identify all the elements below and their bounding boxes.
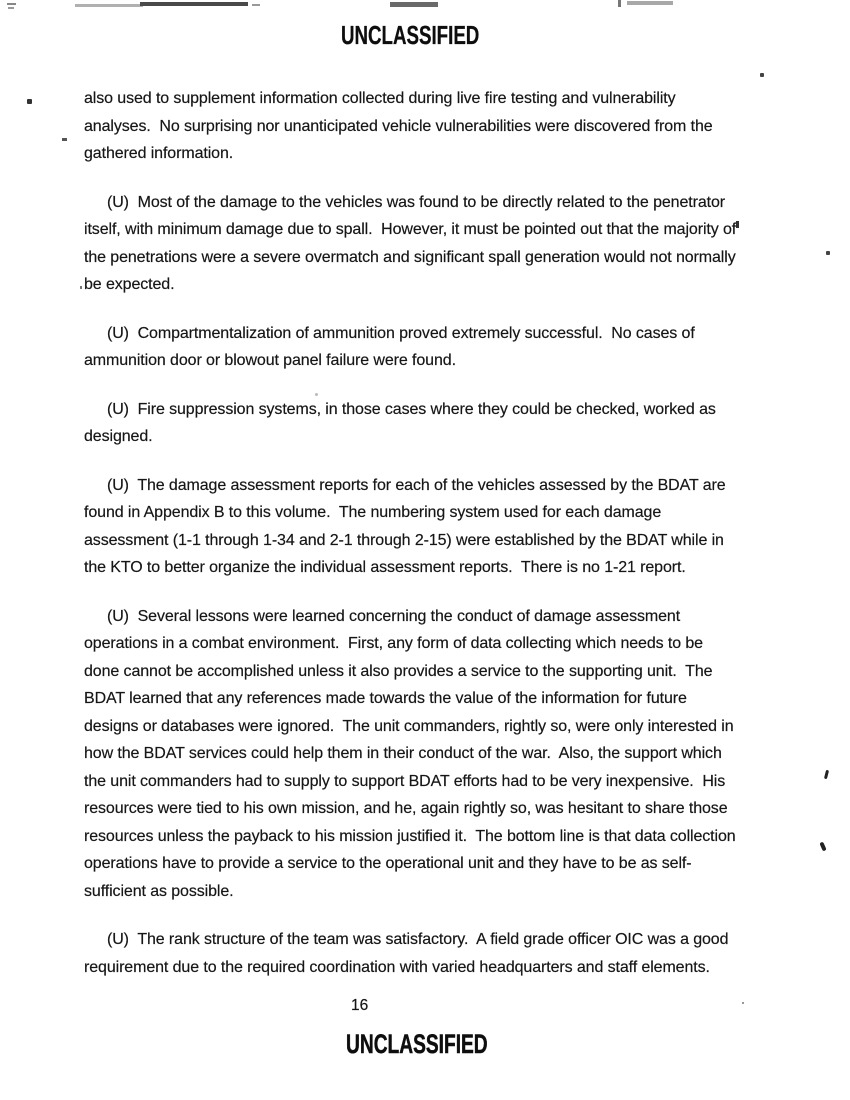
text-line: (U) Most of the damage to the vehicles was found to be directly related to the penetrator bbox=[107, 193, 726, 211]
scan-smudge bbox=[140, 2, 248, 6]
scan-smudge bbox=[7, 3, 16, 5]
scan-speck bbox=[27, 99, 32, 104]
text-line: BDAT learned that any references made towards the value of the information for future bbox=[84, 690, 687, 707]
text-line: resources unless the payback to his mission justified it. The bottom line is that data collection bbox=[84, 827, 736, 845]
classification-footer: UNCLASSIFIED bbox=[346, 1029, 488, 1059]
scan-speck bbox=[824, 770, 829, 779]
text-line: also used to supplement information collected during live fire testing and vulnerability bbox=[84, 90, 676, 107]
page-number: 16 bbox=[351, 997, 369, 1014]
text-line: the unit commanders had to supply to support BDAT efforts had to be very inexpensive. His bbox=[84, 772, 726, 790]
scan-smudge bbox=[618, 0, 621, 7]
text-line: operations have to provide a service to the operational unit and they have to be as self- bbox=[84, 855, 692, 872]
text-line: ammunition door or blowout panel failure were found. bbox=[84, 352, 456, 369]
scan-smudge bbox=[252, 4, 260, 6]
scan-smudge bbox=[8, 7, 14, 9]
text-line: how the BDAT services could help them in their conduct of the war. Also, the support which bbox=[84, 745, 722, 762]
paragraph bbox=[84, 396, 804, 451]
text-line: assessment (1-1 through 1-34 and 2-1 through 2-15) were established by the BDAT while in bbox=[84, 531, 724, 549]
text-line: gathered information. bbox=[84, 145, 234, 162]
paragraph bbox=[84, 189, 804, 299]
text-line: the penetrations were a severe overmatch and significant spall generation would not normally bbox=[84, 248, 736, 266]
text-line: done cannot be accomplished unless it also provides a service to the supporting unit. The bbox=[84, 662, 713, 680]
scan-speck bbox=[826, 251, 830, 255]
paragraph bbox=[84, 85, 804, 168]
text-line: found in Appendix B to this volume. The numbering system used for each damage bbox=[84, 504, 662, 521]
scan-smudge bbox=[390, 2, 438, 7]
text-line: operations in a combat environment. First, any form of data collecting which needs to be bbox=[84, 635, 703, 652]
scan-speck bbox=[62, 138, 67, 141]
text-line: analyses. No surprising nor unanticipated vehicle vulnerabilities were discovered from the bbox=[84, 117, 713, 135]
text-line: itself, with minimum damage due to spall. However, it must be pointed out that the majority of bbox=[84, 221, 737, 238]
scan-speck bbox=[819, 842, 826, 852]
text-line: (U) The damage assessment reports for each of the vehicles assessed by the BDAT are bbox=[107, 476, 726, 494]
text-line: designs or databases were ignored. The unit commanders, rightly so, were only interested in bbox=[84, 717, 734, 735]
scan-speck bbox=[742, 1002, 744, 1004]
scan-speck bbox=[80, 286, 82, 289]
paragraph bbox=[84, 603, 804, 906]
text-line: the KTO to better organize the individual assessment reports. There is no 1-21 report. bbox=[84, 559, 686, 576]
paragraph bbox=[84, 472, 804, 582]
scan-speck bbox=[760, 73, 764, 77]
classification-header: UNCLASSIFIED bbox=[341, 20, 480, 50]
text-line: (U) The rank structure of the team was satisfactory. A field grade officer OIC was a good bbox=[107, 931, 729, 948]
text-line: (U) Fire suppression systems, in those cases where they could be checked, worked as bbox=[107, 400, 716, 418]
scan-smudge bbox=[627, 1, 673, 5]
text-line: sufficient as possible. bbox=[84, 882, 234, 900]
text-line: designed. bbox=[84, 428, 153, 445]
text-line: (U) Compartmentalization of ammunition proved extremely successful. No cases of bbox=[107, 324, 695, 342]
text-line: resources were tied to his own mission, and he, again rightly so, was hesitant to share those bbox=[84, 800, 728, 817]
document-body bbox=[84, 85, 804, 1002]
paragraph bbox=[84, 320, 804, 375]
text-line: (U) Several lessons were learned concerning the conduct of damage assessment bbox=[107, 607, 681, 625]
text-line: be expected. bbox=[84, 276, 175, 293]
scan-smudge bbox=[75, 4, 143, 7]
text-line: requirement due to the required coordination with varied headquarters and staff elements. bbox=[84, 958, 710, 976]
paragraph bbox=[84, 926, 804, 981]
